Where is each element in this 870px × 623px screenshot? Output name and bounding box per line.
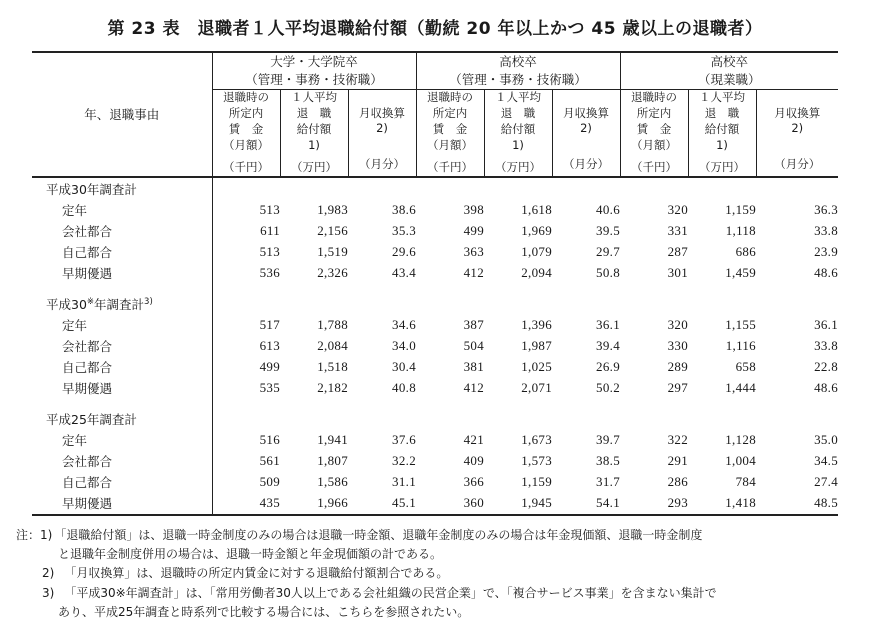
cell-value: 1,966 — [280, 493, 348, 515]
col-header-line3: 賃 金 — [432, 121, 468, 136]
empty-cell — [416, 408, 484, 430]
note-3-text: 「平成30※年調査計」は、「常用労働者30人以上である会社組織の民営企業」で、「複合サービス事業」を含まない集計で — [64, 585, 717, 600]
gap-cell — [416, 399, 484, 408]
cell-value: 360 — [416, 493, 484, 515]
empty-cell — [212, 177, 280, 200]
gap-cell — [552, 399, 620, 408]
row-label: 定年 — [62, 318, 88, 334]
gap-cell — [212, 284, 280, 293]
row-label: 定年 — [62, 203, 88, 219]
cell-value: 39.7 — [596, 432, 620, 448]
col-header-line1: 月収換算 — [563, 105, 609, 120]
cell-value: 509 — [212, 472, 280, 493]
cell-value: 322 — [667, 432, 688, 448]
cell-value: 38.5 — [596, 453, 620, 469]
empty-cell — [552, 177, 620, 200]
block-header-row — [32, 293, 838, 315]
cell-value: 40.8 — [392, 380, 416, 396]
col-header-months-3 — [756, 90, 838, 177]
gap-cell — [756, 399, 838, 408]
gap-cell — [32, 284, 212, 293]
cell-value: 48.6 — [814, 265, 839, 281]
row-label: 会社都合 — [62, 454, 113, 470]
block-header-row — [32, 408, 838, 430]
cell-value: 48.5 — [756, 493, 838, 515]
cell-value: 29.7 — [596, 244, 620, 260]
cell-value: 330 — [667, 338, 688, 354]
row-label: 会社都合 — [62, 224, 113, 240]
cell-value: 516 — [212, 430, 280, 451]
group-name: 高校卒 — [710, 54, 749, 69]
empty-cell — [484, 293, 552, 315]
row-label: 早期優遇 — [62, 266, 113, 282]
table-row — [32, 263, 838, 284]
cell-value: 2,182 — [317, 380, 348, 396]
empty-cell — [484, 408, 552, 430]
col-header-line1: 退職時の — [427, 90, 473, 105]
col-header-unit: （月分） — [563, 157, 609, 172]
col-header-line4: 1) — [716, 137, 728, 152]
table-row — [32, 378, 838, 399]
cell-value: 412 — [463, 265, 484, 281]
gap-cell — [348, 284, 416, 293]
group-header-highschool-field — [620, 52, 838, 90]
block-label-cell — [32, 408, 212, 430]
cell-value: 34.0 — [392, 338, 416, 354]
cell-value: 1,518 — [317, 359, 348, 375]
col-header-line4: 1) — [512, 137, 524, 152]
cell-value: 30.4 — [392, 359, 416, 375]
cell-value: 33.8 — [814, 223, 839, 239]
gap-cell — [552, 284, 620, 293]
col-header-benefit-1 — [280, 90, 348, 177]
empty-cell — [688, 408, 756, 430]
block-label: 平成25年調査計 — [46, 411, 137, 427]
row-label: 自己都合 — [62, 475, 113, 491]
cell-value: 1,079 — [521, 244, 552, 260]
cell-value: 1,987 — [521, 338, 552, 354]
cell-value: 435 — [212, 493, 280, 515]
empty-cell — [280, 293, 348, 315]
block-gap — [32, 399, 838, 408]
cell-value: 297 — [667, 380, 688, 396]
block-label-mark: ※ — [86, 296, 95, 307]
col-header-line3: 給付額 — [296, 121, 332, 136]
col-header-line3: 給付額 — [704, 121, 740, 136]
col-header-wage-2 — [416, 90, 484, 177]
page-title: 第 23 表 退職者１人平均退職給付額（勤続 20 年以上かつ 45 歳以上の退職者） — [107, 19, 763, 39]
empty-cell — [552, 408, 620, 430]
cell-value: 1,945 — [484, 493, 552, 515]
col-header-months-1 — [348, 90, 416, 177]
group-header-highschool-admin — [416, 52, 620, 90]
empty-cell — [280, 177, 348, 200]
cell-value: 2,084 — [317, 338, 348, 354]
group-header-row — [32, 52, 838, 90]
col-header-line2: 2) — [791, 121, 804, 136]
cell-value: 1,673 — [521, 432, 552, 448]
empty-cell — [756, 293, 838, 315]
table-row — [32, 315, 838, 336]
cell-value: 1,941 — [317, 432, 348, 448]
empty-cell — [484, 177, 552, 200]
empty-cell — [756, 408, 838, 430]
cell-value: 31.1 — [392, 474, 416, 490]
cell-value: 409 — [463, 453, 484, 469]
group-name: 高校卒 — [499, 54, 537, 69]
cell-value: 387 — [463, 317, 484, 333]
empty-cell — [348, 177, 416, 200]
col-header-unit: （千円） — [427, 159, 473, 174]
gap-cell — [756, 284, 838, 293]
col-header-line2: 所定内 — [636, 106, 672, 121]
row-label: 自己都合 — [62, 360, 113, 376]
cell-value: 29.6 — [392, 244, 416, 260]
col-header-unit: （月分） — [359, 157, 405, 172]
cell-value: 320 — [667, 202, 688, 218]
cell-value: 2,326 — [317, 265, 348, 281]
gap-cell — [212, 399, 280, 408]
table-row — [32, 430, 838, 451]
cell-value: 39.4 — [596, 338, 620, 354]
cell-value: 38.6 — [392, 202, 416, 218]
col-header-line1: １人平均 — [495, 90, 541, 105]
table-row — [32, 221, 838, 242]
cell-value: 40.6 — [596, 202, 620, 218]
cell-value: 1,004 — [725, 453, 756, 469]
cell-value: 366 — [463, 474, 484, 490]
empty-cell — [212, 408, 280, 430]
gap-cell — [348, 399, 416, 408]
col-header-unit: （月分） — [774, 157, 821, 172]
col-header-line1: １人平均 — [291, 90, 337, 105]
cell-value: 613 — [212, 336, 280, 357]
col-header-line1: １人平均 — [699, 90, 745, 105]
col-header-line4: 1) — [308, 137, 320, 152]
table-row — [32, 472, 838, 493]
empty-cell — [620, 293, 688, 315]
cell-value: 31.7 — [596, 474, 620, 490]
gap-cell — [620, 284, 688, 293]
cell-value: 50.2 — [596, 380, 620, 396]
table-head — [32, 52, 838, 177]
cell-value: 27.4 — [814, 474, 839, 490]
col-header-line2: 所定内 — [432, 106, 468, 121]
empty-cell — [212, 293, 280, 315]
col-header-unit: （千円） — [223, 159, 269, 174]
table-container — [32, 51, 838, 516]
cell-value: 1,155 — [725, 317, 756, 333]
col-header-months-2 — [552, 90, 620, 177]
cell-value: 54.1 — [552, 493, 620, 515]
col-header-line2: 2) — [376, 121, 388, 136]
cell-value: 37.6 — [392, 432, 416, 448]
cell-value: 421 — [463, 432, 484, 448]
col-header-benefit-3 — [688, 90, 756, 177]
cell-value: 412 — [463, 380, 484, 396]
cell-value: 513 — [212, 200, 280, 221]
col-header-line2: 所定内 — [228, 106, 264, 121]
cell-value: 34.5 — [814, 453, 839, 469]
block-label-footnote-ref: 3) — [144, 296, 153, 307]
cell-value: 1,118 — [725, 223, 756, 239]
note-2 — [16, 564, 854, 583]
gap-cell — [484, 284, 552, 293]
col-header-line4: （月額） — [223, 137, 269, 152]
cell-value: 26.9 — [596, 359, 620, 375]
col-header-wage-1 — [212, 90, 280, 177]
table-row — [32, 451, 838, 472]
cell-value: 35.0 — [814, 432, 839, 448]
cell-value: 35.3 — [392, 223, 416, 239]
row-label: 早期優遇 — [62, 381, 113, 397]
note-3-continued: あり、平成25年調査と時系列で比較する場合には、こちらを参照されたい。 — [58, 605, 470, 620]
cell-value: 1,418 — [688, 493, 756, 515]
cell-value: 398 — [463, 202, 484, 218]
row-label: 自己都合 — [62, 245, 113, 261]
cell-value: 33.8 — [814, 338, 839, 354]
col-header-line2: 退 職 — [296, 106, 332, 121]
empty-cell — [416, 177, 484, 200]
cell-value: 658 — [735, 359, 756, 375]
table-row — [32, 200, 838, 221]
row-label: 早期優遇 — [32, 493, 212, 515]
group-subname: （管理・事務・技術職） — [449, 72, 587, 88]
empty-cell — [552, 293, 620, 315]
gap-cell — [484, 399, 552, 408]
cell-value: 32.2 — [392, 453, 416, 469]
note-1-continued: と退職年金制度併用の場合は、退職一時金額と年金現価額の計である。 — [58, 546, 443, 561]
block-label: 平成30 — [46, 296, 87, 312]
cell-value: 22.8 — [814, 359, 839, 375]
note-1 — [16, 526, 854, 545]
cell-value: 686 — [735, 244, 756, 260]
cell-value: 2,156 — [317, 223, 348, 239]
cell-value: 1,159 — [725, 202, 756, 218]
gap-cell — [688, 399, 756, 408]
table-body — [32, 177, 838, 515]
cell-value: 513 — [212, 242, 280, 263]
gap-cell — [32, 399, 212, 408]
cell-value: 536 — [212, 263, 280, 284]
col-header-line1: 月収換算 — [774, 105, 821, 120]
block-label-cell — [32, 177, 212, 200]
cell-value: 2,071 — [521, 380, 552, 396]
empty-cell — [348, 293, 416, 315]
note-2-text: 「月収換算」は、退職時の所定内賃金に対する退職給付額割合である。 — [64, 566, 449, 581]
cell-value: 23.9 — [814, 244, 839, 260]
table-row — [32, 357, 838, 378]
cell-value: 499 — [463, 223, 484, 239]
block-label-cell — [32, 293, 212, 315]
group-header-university — [212, 52, 416, 90]
col-header-line2: 2) — [580, 121, 592, 136]
group-subname: （管理・事務・技術職） — [245, 72, 383, 88]
empty-cell — [416, 293, 484, 315]
col-header-line3: 賃 金 — [636, 121, 672, 136]
col-header-unit: （万円） — [291, 159, 337, 174]
cell-value: 535 — [212, 378, 280, 399]
cell-value: 48.6 — [814, 380, 839, 396]
cell-value: 2,094 — [521, 265, 552, 281]
note-3-lead: 3) — [42, 585, 55, 600]
col-header-line4: （月額） — [631, 137, 677, 152]
cell-value: 504 — [463, 338, 484, 354]
cell-value: 1,586 — [317, 474, 348, 490]
cell-value: 320 — [667, 317, 688, 333]
cell-value: 36.3 — [814, 202, 839, 218]
block-label: 平成30年調査計 — [46, 181, 137, 197]
col-header-unit: （万円） — [699, 159, 745, 174]
retirement-benefit-table — [32, 51, 838, 516]
col-header-wage-3 — [620, 90, 688, 177]
cell-value: 291 — [667, 453, 688, 469]
col-header-line4: （月額） — [427, 137, 473, 152]
cell-value: 381 — [463, 359, 484, 375]
empty-cell — [688, 293, 756, 315]
cell-value: 34.6 — [392, 317, 416, 333]
row-label: 定年 — [62, 433, 88, 449]
table-row — [32, 336, 838, 357]
cell-value: 1,807 — [317, 453, 348, 469]
table-row — [32, 242, 838, 263]
col-header-unit: （千円） — [631, 159, 677, 174]
cell-value: 287 — [667, 244, 688, 260]
empty-cell — [280, 408, 348, 430]
empty-cell — [620, 177, 688, 200]
block-gap — [32, 284, 838, 293]
cell-value: 611 — [212, 221, 280, 242]
cell-value: 517 — [212, 315, 280, 336]
cell-value: 301 — [667, 265, 688, 281]
gap-cell — [416, 284, 484, 293]
cell-value: 363 — [463, 244, 484, 260]
empty-cell — [756, 177, 838, 200]
block-header-row — [32, 177, 838, 200]
stub-header-label: 年、退職事由 — [84, 107, 160, 123]
col-header-line3: 給付額 — [500, 121, 536, 136]
cell-value: 39.5 — [596, 223, 620, 239]
cell-value: 1,573 — [521, 453, 552, 469]
group-subname: （現業職） — [698, 72, 761, 88]
cell-value: 1,983 — [317, 202, 348, 218]
cell-value: 1,025 — [521, 359, 552, 375]
gap-cell — [620, 399, 688, 408]
col-header-line1: 退職時の — [223, 90, 269, 105]
cell-value: 1,128 — [725, 432, 756, 448]
col-header-line3: 賃 金 — [228, 121, 264, 136]
row-label: 会社都合 — [62, 339, 113, 355]
cell-value: 1,969 — [521, 223, 552, 239]
cell-value: 289 — [667, 359, 688, 375]
cell-value: 784 — [735, 474, 756, 490]
note-2-lead: 2) — [42, 566, 55, 581]
cell-value: 331 — [667, 223, 688, 239]
cell-value: 293 — [620, 493, 688, 515]
cell-value: 45.1 — [348, 493, 416, 515]
gap-cell — [280, 284, 348, 293]
gap-cell — [280, 399, 348, 408]
cell-value: 561 — [212, 451, 280, 472]
empty-cell — [620, 408, 688, 430]
empty-cell — [348, 408, 416, 430]
cell-value: 50.8 — [596, 265, 620, 281]
cell-value: 1,396 — [521, 317, 552, 333]
col-header-benefit-2 — [484, 90, 552, 177]
cell-value: 1,618 — [521, 202, 552, 218]
note-1-text: 「退職給付額」は、退職一時金制度のみの場合は退職一時金額、退職年金制度のみの場合は年金現価額、退職一時金制度 — [54, 527, 703, 542]
gap-cell — [688, 284, 756, 293]
table-row — [32, 493, 838, 515]
cell-value: 1,459 — [725, 265, 756, 281]
group-name: 大学・大学院卒 — [270, 54, 358, 69]
cell-value: 499 — [212, 357, 280, 378]
cell-value: 286 — [667, 474, 688, 490]
cell-value: 1,519 — [317, 244, 348, 260]
cell-value: 1,159 — [521, 474, 552, 490]
block-label-tail: 年調査計 — [94, 296, 145, 312]
note-3 — [16, 584, 854, 603]
col-header-line2: 退 職 — [704, 106, 740, 121]
cell-value: 43.4 — [392, 265, 416, 281]
cell-value: 36.1 — [596, 317, 620, 333]
col-header-line1: 月収換算 — [359, 105, 405, 120]
cell-value: 36.1 — [814, 317, 839, 333]
stub-header-cell — [32, 52, 212, 177]
col-header-unit: （万円） — [495, 159, 541, 174]
col-header-line1: 退職時の — [631, 90, 677, 105]
cell-value: 1,788 — [317, 317, 348, 333]
col-header-line2: 退 職 — [500, 106, 536, 121]
note-1-lead: 注：1) — [16, 527, 53, 542]
cell-value: 1,444 — [725, 380, 756, 396]
table-notes — [16, 526, 854, 623]
cell-value: 1,116 — [725, 338, 756, 354]
empty-cell — [688, 177, 756, 200]
